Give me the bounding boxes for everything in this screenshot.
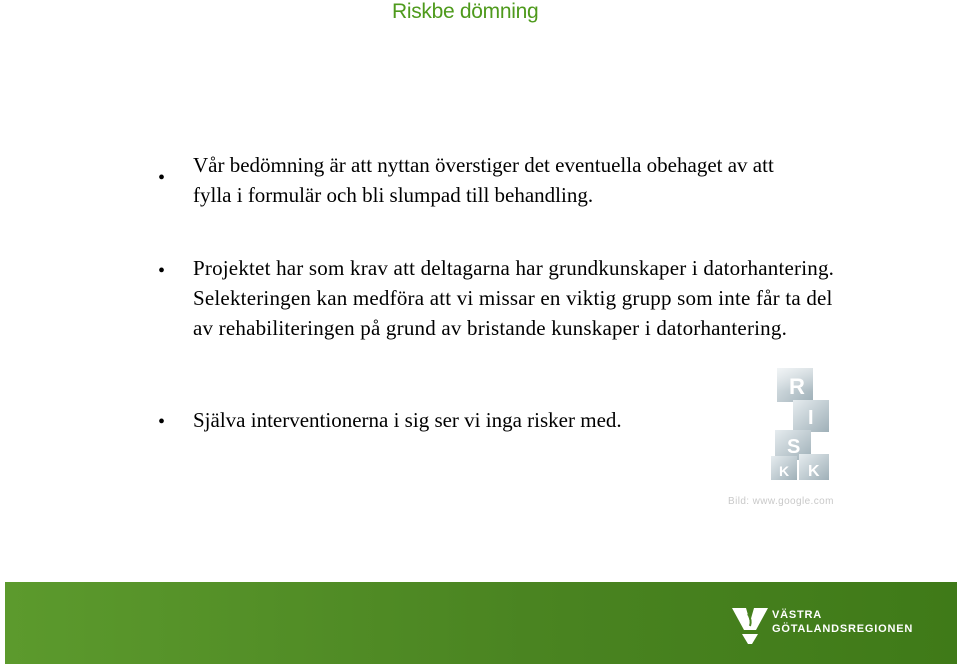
risk-blocks-image — [755, 360, 850, 485]
bullet-marker: • — [158, 167, 166, 189]
bullet-text-1: Vår bedömning är att nyttan överstiger det eventuella obehaget av att fylla i formulär och bli slumpad till behandling. — [193, 153, 774, 207]
page-title: Riskbe dömning — [392, 0, 539, 23]
bullet-text-2: Projektet har som krav att deltagarna har grundkunskaper i datorhantering. Selekteringen kan medföra att vi missar en viktig grupp som inte får ta del av rehabiliteringen på grund av bristande kunskaper i datorhantering. — [193, 256, 835, 340]
bullet-marker: • — [158, 411, 166, 433]
logo-line-2: GÖTALANDSREGIONEN — [772, 623, 914, 635]
bullet-marker: • — [158, 260, 166, 282]
bullet-text-3: Själva interventionerna i sig ser vi inga risker med. — [193, 408, 622, 432]
image-caption: Bild: www.google.com — [728, 496, 834, 507]
logo-line-1: VÄSTRA — [772, 609, 823, 621]
logo-wordmark — [772, 608, 913, 636]
